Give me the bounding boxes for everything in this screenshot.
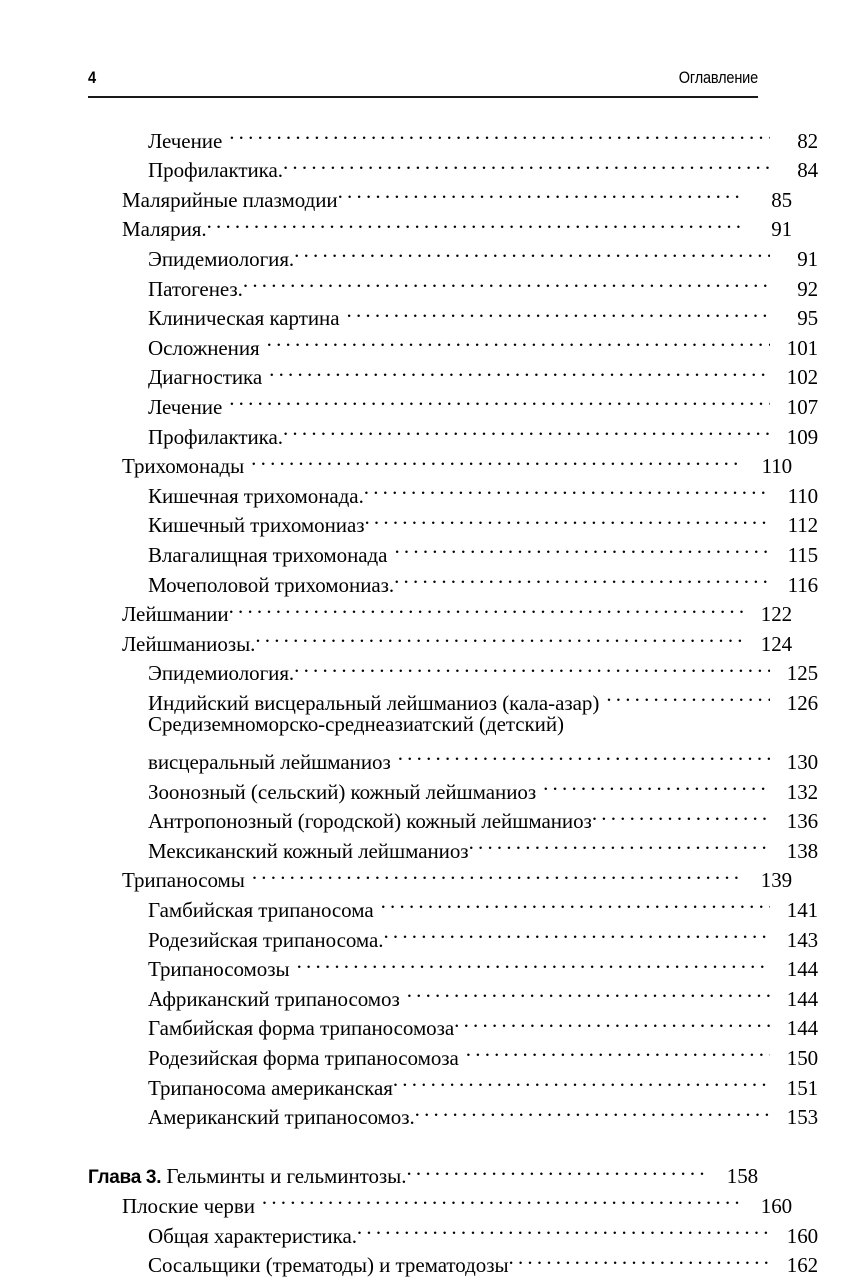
toc-page-number: 160 xyxy=(760,1193,792,1218)
toc-entry-title: Кишечная трихомонада. xyxy=(148,483,364,508)
toc-page-number: 101 xyxy=(786,335,818,360)
toc-entry-title: Трипаносома американская xyxy=(148,1075,393,1100)
toc-leader-dots xyxy=(394,532,770,562)
toc-page-number: 115 xyxy=(787,542,818,567)
toc-entry[interactable] xyxy=(88,118,818,153)
toc-entry-title: Американский трипаносомоз. xyxy=(148,1105,415,1130)
toc-leader-dots xyxy=(283,148,770,178)
toc-page-number: 144 xyxy=(786,1016,818,1041)
toc-entry-title: Осложнения xyxy=(148,335,260,360)
toc-leader-dots xyxy=(267,325,770,355)
toc-page-number: 150 xyxy=(786,1046,818,1070)
toc-entry-title: Клиническая картина xyxy=(148,306,340,331)
toc-entry-title: Лечение xyxy=(148,394,223,419)
toc-leader-dots xyxy=(357,1213,770,1243)
toc-entry-title: Родезийская форма трипаносомоза xyxy=(148,1046,459,1070)
toc-page-number: 132 xyxy=(786,779,818,804)
toc-page-number: 91 xyxy=(797,246,818,271)
toc-page-number: 130 xyxy=(786,750,818,775)
toc-chapter-entry[interactable] xyxy=(88,1154,758,1189)
toc-leader-dots xyxy=(381,887,770,917)
toc-entry-title: Профилактика. xyxy=(148,158,283,183)
toc-leader-dots xyxy=(207,207,744,237)
toc-page-number: 102 xyxy=(786,365,818,390)
toc-entry-title: Гамбийская форма трипаносомоза xyxy=(148,1016,455,1041)
toc-entry-title: висцеральный лейшманиоз xyxy=(148,750,391,775)
toc-leader-dots xyxy=(229,592,744,622)
toc-page-number: 122 xyxy=(760,602,792,627)
toc-entry-title: Мексиканский кожный лейшманиоз xyxy=(148,838,469,863)
toc-leader-dots xyxy=(294,236,770,266)
toc-page-number: 160 xyxy=(786,1223,818,1248)
toc-entry-title: Кишечный трихомониаз xyxy=(148,513,365,538)
toc-page-number: 124 xyxy=(760,631,792,656)
toc-leader-dots xyxy=(469,828,770,858)
toc-page-number: 153 xyxy=(786,1105,818,1130)
toc-page-number: 143 xyxy=(786,927,818,952)
toc-leader-dots xyxy=(255,621,744,651)
toc-entry-title: Общая характеристика. xyxy=(148,1223,357,1248)
toc-page-number: 84 xyxy=(797,158,818,183)
toc-entry-title: Диагностика xyxy=(148,365,263,390)
toc-leader-dots xyxy=(364,503,770,533)
toc-entry-title: Индийский висцеральный лейшманиоз (кала-азар) xyxy=(148,690,600,715)
toc-page-number: 144 xyxy=(786,957,818,982)
toc-leader-dots xyxy=(398,739,770,769)
toc-page-number: 138 xyxy=(786,838,818,863)
toc-entry-title: Профилактика. xyxy=(148,424,283,449)
toc-leader-dots xyxy=(466,1035,770,1065)
toc-page-number: 91 xyxy=(771,217,792,242)
chapter-title-label: Гельминты и гельминтозы. xyxy=(161,1164,407,1189)
toc-leader-dots xyxy=(243,266,770,296)
toc-entry-title: Сосальщики (трематоды) и трематодозы xyxy=(148,1253,509,1278)
toc-leader-dots xyxy=(407,976,770,1006)
toc-entry[interactable] xyxy=(88,739,818,775)
toc-leader-dots xyxy=(415,1095,770,1125)
toc-leader-dots xyxy=(393,1065,770,1095)
toc-page-number: 126 xyxy=(786,690,818,715)
toc-page-number: 110 xyxy=(761,454,792,479)
toc-entry-title: Антропонозный (городской) кожный лейшманиоз xyxy=(148,809,592,834)
toc-page-number: 85 xyxy=(771,187,792,212)
toc-leader-dots xyxy=(229,118,770,148)
toc-page-number: 82 xyxy=(797,128,818,153)
toc-page-number: 107 xyxy=(786,394,818,419)
toc-entry-title: Средиземноморско-среднеазиатский (детский) xyxy=(148,711,564,736)
running-head-rule xyxy=(88,96,758,98)
toc-entry[interactable] xyxy=(88,710,818,740)
toc-leader-dots xyxy=(394,562,770,592)
toc-entry-title: Родезийская трипаносома. xyxy=(148,927,384,952)
toc-entry-title: Эпидемиология. xyxy=(148,661,295,686)
toc-page-number: 112 xyxy=(787,513,818,538)
toc-entry-title: Африканский трипаносомоз xyxy=(148,986,400,1011)
toc-page-number: 92 xyxy=(797,276,818,301)
toc-page-number: 95 xyxy=(797,306,818,331)
toc-leader-dots xyxy=(509,1243,770,1273)
chapter-number-label: Глава 3. xyxy=(88,1167,162,1189)
toc-page-number: 139 xyxy=(760,868,792,893)
toc-entry-title: Трихомонады xyxy=(122,454,245,479)
toc-leader-dots xyxy=(252,858,744,888)
toc-page-number: 110 xyxy=(787,483,818,508)
toc-entry-title: Зоонозный (сельский) кожный лейшманиоз xyxy=(148,779,537,804)
toc-entry-title: Гамбийская трипаносома xyxy=(148,898,374,923)
toc-entry-title: Влагалищная трихомонада xyxy=(148,542,388,567)
toc-entry-title: Трипаносомозы xyxy=(148,957,290,982)
toc-entry-title: Трипаносомы xyxy=(122,868,245,893)
toc-leader-dots xyxy=(262,1183,744,1213)
toc-leader-dots xyxy=(383,917,770,947)
toc-leader-dots xyxy=(606,680,770,710)
toc-page-number: 144 xyxy=(786,986,818,1011)
toc-page-number: 162 xyxy=(786,1253,818,1278)
toc-leader-dots xyxy=(229,384,770,414)
toc-entry-title: Лейшманиозы. xyxy=(122,631,256,656)
toc-leader-dots xyxy=(592,799,770,829)
toc-page-number: 141 xyxy=(786,898,818,923)
running-head xyxy=(88,68,758,102)
toc-entry-title: Малярийные плазмодии xyxy=(122,187,338,212)
toc-leader-dots xyxy=(454,1006,770,1036)
toc-leader-dots xyxy=(347,296,771,326)
toc-page-number: 109 xyxy=(786,424,818,449)
running-head-title: Оглавление xyxy=(678,69,758,87)
toc-leader-dots xyxy=(269,355,770,385)
toc-entry-title: Лейшмании xyxy=(122,602,229,627)
toc-page-number: 151 xyxy=(786,1075,818,1100)
toc-page-number: 158 xyxy=(726,1164,758,1189)
toc-leader-dots xyxy=(338,177,744,207)
toc-entry-title: Эпидемиология. xyxy=(148,246,295,271)
table-of-contents xyxy=(88,118,818,1278)
toc-leader-dots xyxy=(406,1154,710,1184)
toc-entry-title: Малярия. xyxy=(122,217,207,242)
toc-page-number: 125 xyxy=(786,661,818,686)
toc-leader-dots xyxy=(297,947,770,977)
toc-page-number: 116 xyxy=(787,572,818,597)
toc-entry-title: Мочеполовой трихомониаз. xyxy=(148,572,395,597)
page-folio: 4 xyxy=(88,68,96,87)
toc-entry-title: Патогенез. xyxy=(148,276,243,301)
toc-leader-dots xyxy=(543,769,770,799)
toc-entry-title: Лечение xyxy=(148,128,223,153)
toc-entry-title: Плоские черви xyxy=(122,1193,255,1218)
toc-page-number: 136 xyxy=(786,809,818,834)
toc-leader-dots xyxy=(294,651,770,681)
toc-leader-dots xyxy=(251,444,744,474)
toc-leader-dots xyxy=(283,414,770,444)
toc-leader-dots xyxy=(364,473,770,503)
